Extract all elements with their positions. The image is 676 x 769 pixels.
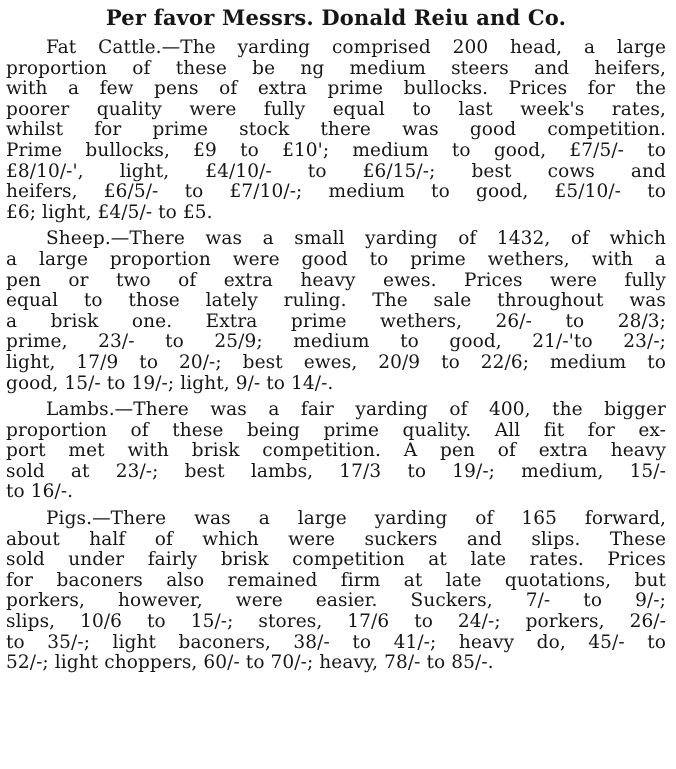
- text-line: sold under fairly brisk competition at late rates. Prices: [6, 549, 666, 571]
- text-line: Sheep.—There was a small yarding of 1432, of which: [46, 228, 666, 250]
- text-line: sold at 23/-; best lambs, 17/3 to 19/-; medium, 15/-: [6, 460, 666, 482]
- article-heading: Per favor Messrs. Donald Reiu and Co.: [105, 5, 567, 30]
- text-line: pen or two of extra heavy ewes. Prices were fully: [6, 269, 666, 291]
- text-line: for baconers also remained firm at late quotations, but: [6, 569, 666, 591]
- text-line: port met with brisk competition. A pen of extra heavy: [6, 440, 666, 462]
- text-line: £6; light, £4/5/- to £5.: [6, 201, 213, 223]
- text-line: porkers, however, were easier. Suckers, 7/- to 9/-;: [6, 590, 666, 612]
- sheep-paragraph: [6, 229, 666, 394]
- text-line: 52/-; light choppers, 60/- to 70/-; heavy, 78/- to 85/-.: [6, 652, 494, 674]
- text-line: slips, 10/6 to 15/-; stores, 17/6 to 24/-; porkers, 26/-: [6, 611, 666, 633]
- lambs-paragraph: [6, 400, 666, 503]
- text-line: a large proportion were good to prime wethers, with a: [6, 248, 666, 270]
- text-line: Lambs.—There was a fair yarding of 400, the bigger: [46, 399, 666, 421]
- text-line: proportion of these being prime quality. All fit for ex-: [6, 419, 666, 441]
- text-line: to 35/-; light baconers, 38/- to 41/-; heavy do, 45/- to: [6, 631, 666, 653]
- text-line: good, 15/- to 19/-; light, 9/- to 14/-.: [6, 372, 334, 394]
- text-line: heifers, £6/5/- to £7/10/-; medium to good, £5/10/- to: [6, 181, 666, 203]
- text-line: poorer quality were fully equal to last week's rates,: [6, 98, 666, 120]
- text-line: proportion of these be ng medium steers and heifers,: [6, 57, 666, 79]
- text-line: a brisk one. Extra prime wethers, 26/- to 28/3;: [6, 310, 666, 332]
- text-line: Prime bullocks, £9 to £10'; medium to good, £7/5/- to: [6, 139, 666, 161]
- text-line: Pigs.—There was a large yarding of 165 forward,: [46, 508, 666, 530]
- text-line: equal to those lately ruling. The sale throughout was: [6, 290, 666, 312]
- text-line: Fat Cattle.—The yarding comprised 200 head, a large: [46, 37, 666, 58]
- text-line: to 16/-.: [6, 481, 74, 503]
- text-line: £8/10/-', light, £4/10/- to £6/15/-; best cows and: [6, 160, 666, 182]
- text-line: about half of which were suckers and slips. These: [6, 528, 666, 550]
- text-line: with a few pens of extra prime bullocks. Prices for the: [6, 78, 666, 100]
- fat-cattle-paragraph: [6, 38, 666, 223]
- text-line: prime, 23/- to 25/9; medium to good, 21/-'to 23/-;: [6, 331, 666, 353]
- text-line: whilst for prime stock there was good competition.: [6, 119, 666, 141]
- text-line: light, 17/9 to 20/-; best ewes, 20/9 to 22/6; medium to: [6, 351, 666, 373]
- pigs-paragraph: [6, 509, 666, 674]
